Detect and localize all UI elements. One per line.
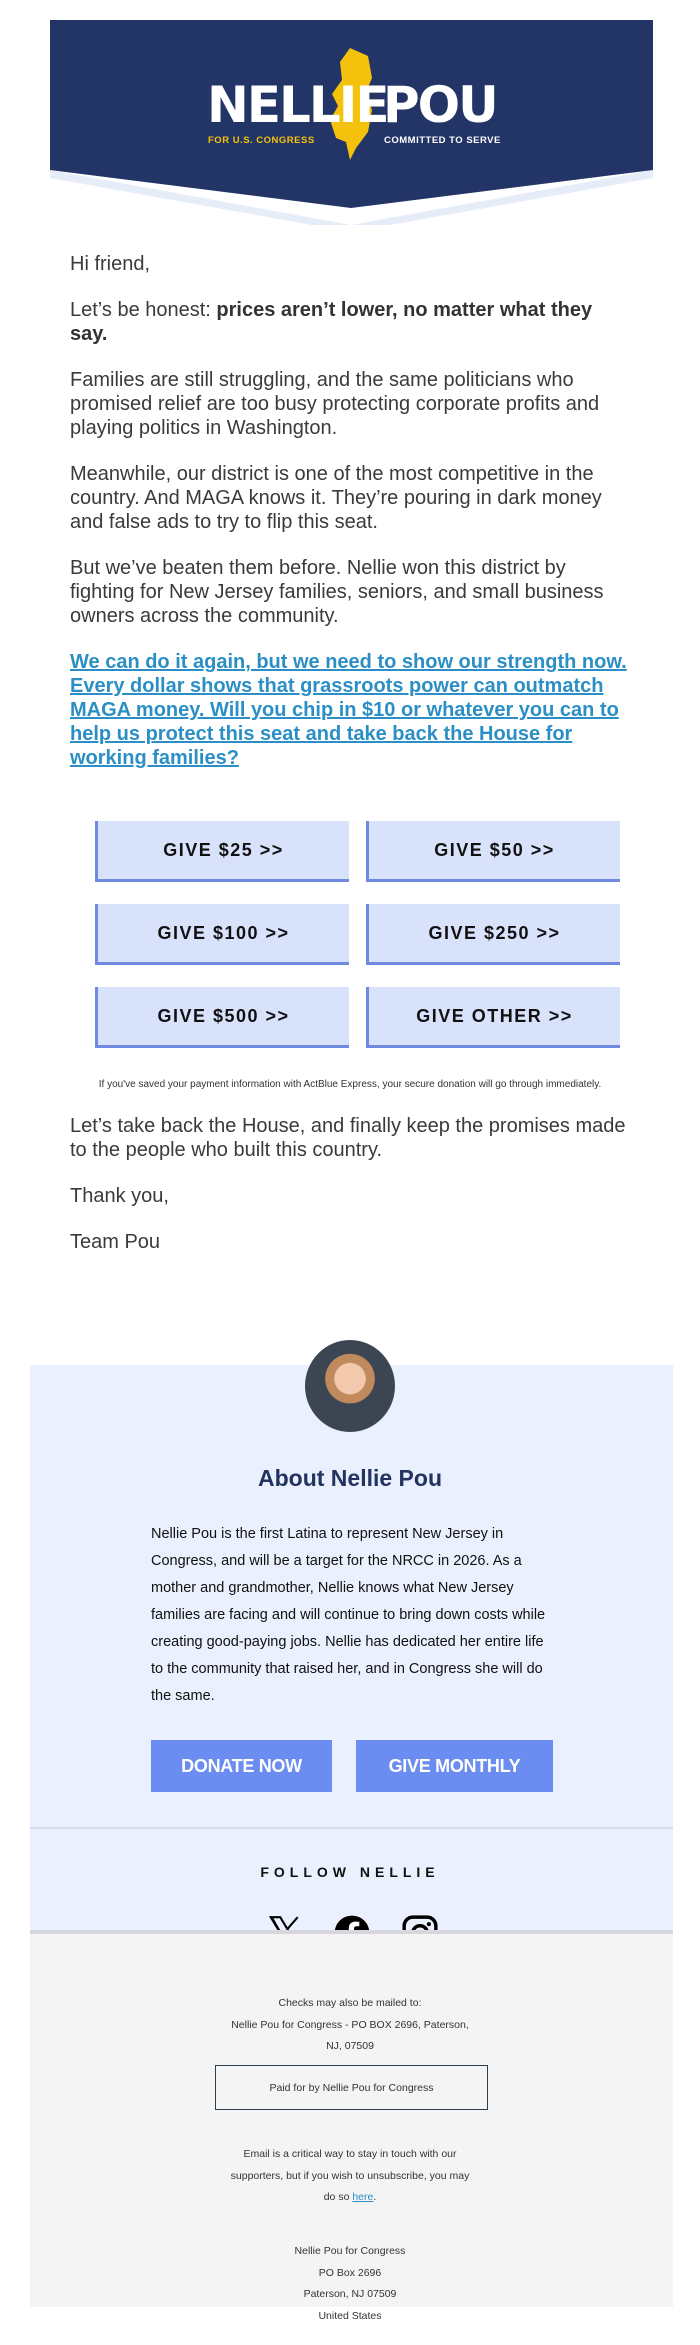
signature: Team Pou xyxy=(70,1231,161,1253)
greeting: Hi friend, xyxy=(70,253,151,275)
paragraph-prices xyxy=(70,298,635,346)
prices-bold: prices aren’t lower, no matter what they say. xyxy=(70,299,593,345)
closing xyxy=(70,1114,635,1276)
give-25-button[interactable]: GIVE $25 >> xyxy=(95,821,349,882)
paragraph-beaten: But we’ve beaten them before. Nellie won this district by fighting for New Jersey families, seniors, and small business owners across the community. xyxy=(70,557,604,627)
actblue-express-note: If you've saved your payment information with ActBlue Express, your secure donation will go through immediately. xyxy=(98,1079,602,1090)
about-bio: Nellie Pou is the first Latina to represent New Jersey in Congress, and will be a target for the NRCC in 2026. As a mother and grandmother, Nellie knows what New Jersey families are facing and will continue to bring down costs while creating good-paying jobs. Nellie has dedicated her entire life to the community that raised her, and in Congress she will do the same. xyxy=(151,1526,546,1704)
give-250-button[interactable]: GIVE $250 >> xyxy=(366,904,620,965)
logo-tagline-left: FOR U.S. CONGRESS xyxy=(208,135,315,146)
section-divider xyxy=(30,1827,673,1829)
donate-now-button[interactable]: DONATE NOW xyxy=(151,1740,332,1792)
paragraph-families: Families are still struggling, and the same politicians who promised relief are too busy protecting corporate profits and playing politics in Washington. xyxy=(70,369,600,439)
address-line: United States xyxy=(318,2309,382,2322)
email-body xyxy=(70,252,635,792)
checks-mail-note xyxy=(0,1993,700,2058)
give-100-button[interactable]: GIVE $100 >> xyxy=(95,904,349,965)
checks-line-2: Nellie Pou for Congress - PO BOX 2696, Paterson, NJ, 07509 xyxy=(231,2018,469,2052)
address-line: PO Box 2696 xyxy=(318,2266,382,2279)
donate-cta-link[interactable]: We can do it again, but we need to show our strength now. Every dollar shows that grassroots power can outmatch MAGA money. Will you chip in $10 or whatever you can to help us protect this seat and take back the House for working families? xyxy=(70,651,627,769)
closing-paragraph: Let’s take back the House, and finally keep the promises made to the people who built this country. xyxy=(70,1115,626,1161)
logo-tagline-right: COMMITTED TO SERVE xyxy=(384,135,501,146)
address-line: Nellie Pou for Congress xyxy=(294,2245,406,2257)
unsubscribe-link[interactable]: here xyxy=(352,2191,374,2203)
avatar xyxy=(305,1340,395,1432)
header-banner xyxy=(50,20,653,225)
prices-lead: Let’s be honest: xyxy=(70,299,217,321)
logo-last-name: POU xyxy=(383,76,497,134)
signoff: Thank you, xyxy=(70,1185,169,1207)
unsubscribe-note xyxy=(0,2144,700,2209)
address-line: Paterson, NJ 07509 xyxy=(303,2288,397,2300)
give-monthly-button[interactable]: GIVE MONTHLY xyxy=(356,1740,553,1792)
logo-first-name: NELLIE xyxy=(207,76,388,134)
about-title: About Nellie Pou xyxy=(258,1465,442,1491)
unsubscribe-text: Email is a critical way to stay in touch with our supporters, but if you wish to unsubscribe, you may do so xyxy=(230,2148,470,2203)
mailing-address xyxy=(0,2241,700,2327)
give-other-button[interactable]: GIVE OTHER >> xyxy=(366,987,620,1048)
give-50-button[interactable]: GIVE $50 >> xyxy=(366,821,620,882)
follow-heading: FOLLOW NELLIE xyxy=(260,1864,440,1880)
checks-line-1: Checks may also be mailed to: xyxy=(278,1997,422,2009)
give-500-button[interactable]: GIVE $500 >> xyxy=(95,987,349,1048)
unsubscribe-end: . xyxy=(373,2191,377,2203)
paid-for-box: Paid for by Nellie Pou for Congress xyxy=(215,2065,488,2110)
paragraph-district: Meanwhile, our district is one of the most competitive in the country. And MAGA knows it. They’re pouring in dark money and false ads to try to flip this seat. xyxy=(70,463,602,533)
